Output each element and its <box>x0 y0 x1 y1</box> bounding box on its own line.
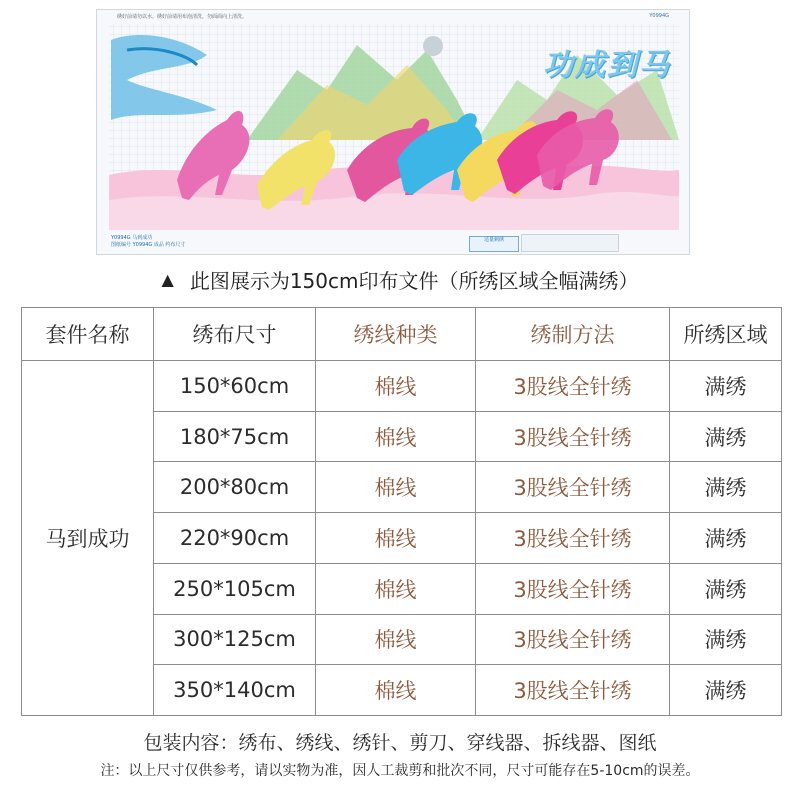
area-cell: 满绣 <box>670 614 782 665</box>
size-disclaimer-note: 注：以上尺寸仅供参考，请以实物为准，因人工裁剪和批次不同，尺寸可能存在5-10cm的误差。 <box>100 763 700 779</box>
size-cell: 350*140cm <box>154 665 316 716</box>
package-contents: 包装内容：绣布、绣线、绣针、剪刀、穿线器、拆线器、图纸 <box>143 732 657 754</box>
area-cell: 满绣 <box>670 411 782 462</box>
thread-cell: 棉线 <box>316 411 476 462</box>
method-cell: 3股线全针绣 <box>476 614 670 665</box>
table-header-row <box>22 308 782 361</box>
header-stitch-method: 绣制方法 <box>476 308 670 361</box>
pattern-preview-image <box>96 9 690 255</box>
area-cell: 满绣 <box>670 563 782 614</box>
header-stitch-area: 所绣区域 <box>670 308 782 361</box>
spec-table <box>21 307 782 716</box>
size-cell: 200*80cm <box>154 462 316 513</box>
size-cell: 180*75cm <box>154 411 316 462</box>
preview-artwork-title: 功成到马 <box>543 48 671 83</box>
method-cell: 3股线全针绣 <box>476 361 670 412</box>
size-cell: 150*60cm <box>154 361 316 412</box>
header-thread-type: 绣线种类 <box>316 308 476 361</box>
caption-text: 此图展示为150cm印布文件（所绣区域全幅满绣） <box>189 268 639 293</box>
method-cell: 3股线全针绣 <box>476 411 670 462</box>
area-cell: 满绣 <box>670 462 782 513</box>
preview-color-legend <box>521 234 619 252</box>
method-cell: 3股线全针绣 <box>476 513 670 564</box>
preview-footer-info <box>111 235 185 249</box>
kit-name-cell: 马到成功 <box>22 361 154 716</box>
thread-cell: 棉线 <box>316 665 476 716</box>
preview-footer-sub: 图纸编号 Y0994G 成品 约布尺寸 <box>111 242 186 248</box>
preview-instruction-text: 绣好前请勿以水。绣好前请用布泡清洗，勿面面向上清洗。 <box>117 14 248 20</box>
method-cell: 3股线全针绣 <box>476 563 670 614</box>
method-cell: 3股线全针绣 <box>476 665 670 716</box>
thread-cell: 棉线 <box>316 563 476 614</box>
preview-footer-code: Y0994G 马到成功 <box>111 235 153 241</box>
thread-cell: 棉线 <box>316 462 476 513</box>
header-kit-name: 套件名称 <box>22 308 154 361</box>
preview-pattern-code: Y0994G <box>649 13 669 19</box>
triangle-icon: ▲ <box>161 269 174 289</box>
table-row <box>22 361 782 412</box>
preview-caption <box>0 264 800 294</box>
size-cell: 300*125cm <box>154 614 316 665</box>
area-cell: 满绣 <box>670 513 782 564</box>
thread-cell: 棉线 <box>316 513 476 564</box>
area-cell: 满绣 <box>670 361 782 412</box>
size-cell: 220*90cm <box>154 513 316 564</box>
method-cell: 3股线全针绣 <box>476 462 670 513</box>
thread-cell: 棉线 <box>316 614 476 665</box>
preview-brand-badge: 适量刺绣 <box>469 236 519 252</box>
header-fabric-size: 绣布尺寸 <box>154 308 316 361</box>
size-cell: 250*105cm <box>154 563 316 614</box>
area-cell: 满绣 <box>670 665 782 716</box>
thread-cell: 棉线 <box>316 361 476 412</box>
